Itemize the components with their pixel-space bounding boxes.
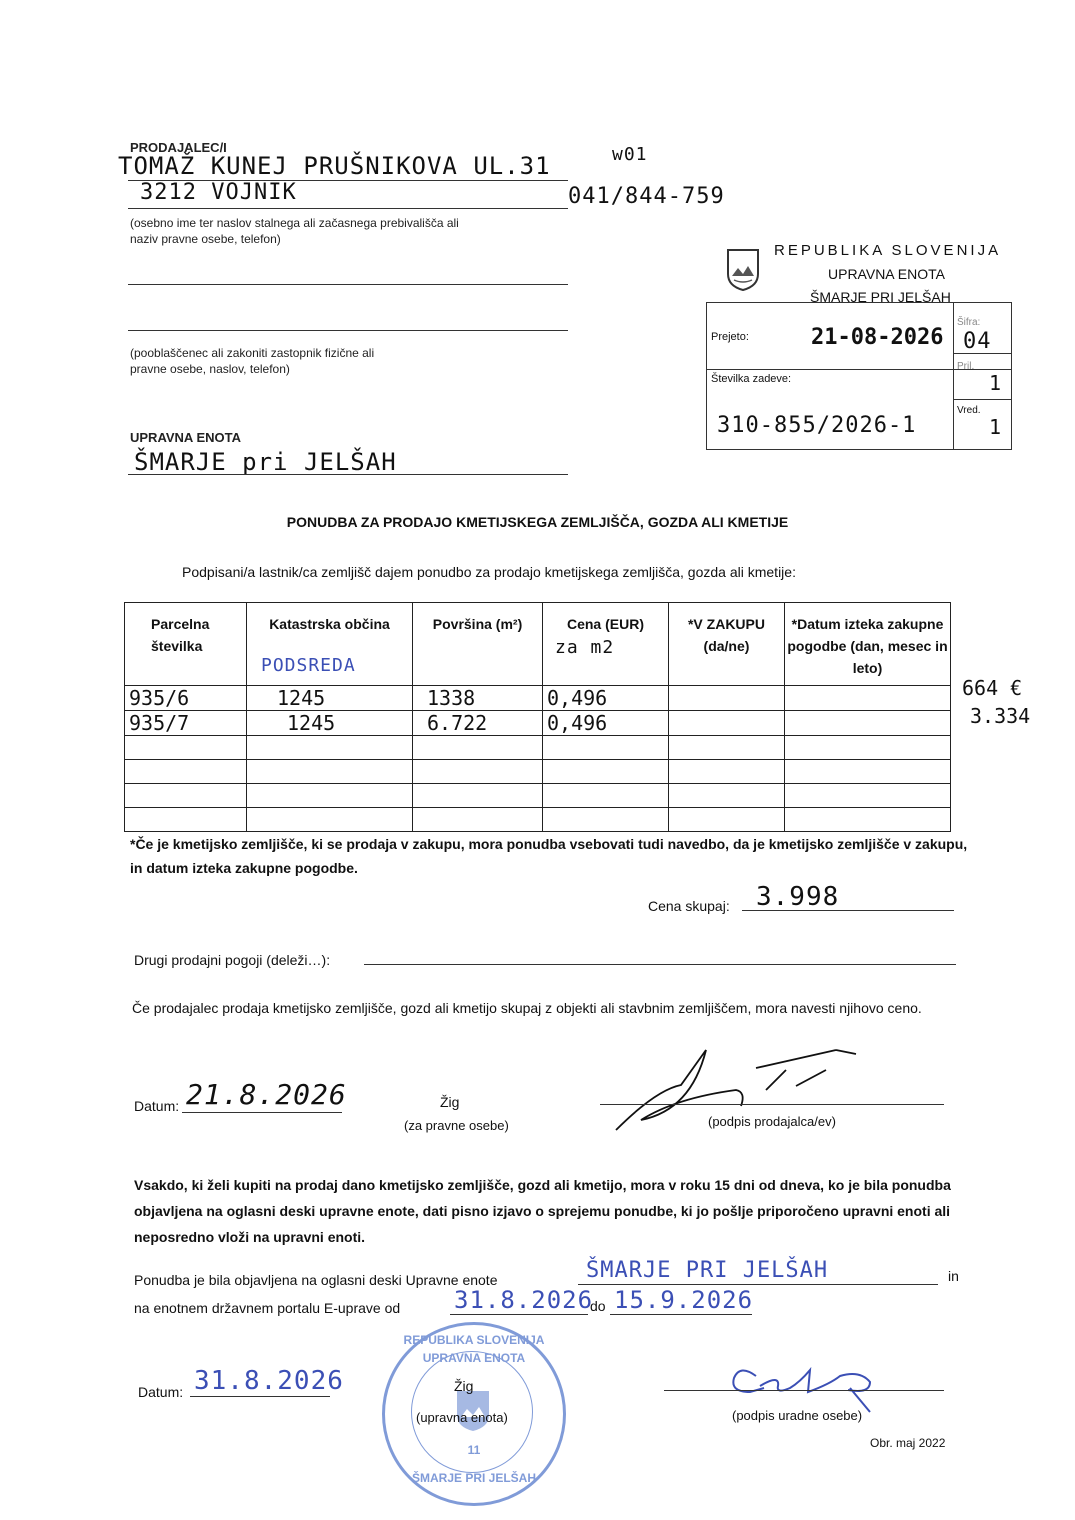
vred-label: Vred. — [957, 405, 981, 416]
vred-value: 1 — [989, 415, 1003, 439]
margin-note-1: 664 € — [962, 676, 1023, 700]
office-stamp-label: Žig — [454, 1378, 474, 1394]
publication-suffix: in — [948, 1268, 959, 1284]
round-stamp-number: 11 — [467, 1443, 481, 1457]
seller-caption-1: (osebno ime ter naslov stalnega ali začasnega prebivališča ali — [130, 216, 459, 230]
table-row — [125, 760, 951, 784]
col-header-price: Cena (EUR) za m2 — [543, 603, 669, 686]
office-signature-caption: (podpis uradne osebe) — [732, 1408, 863, 1423]
representative-caption-1: (pooblaščenec ali zakoniti zastopnik fizične ali — [130, 346, 375, 360]
parcel-table — [124, 602, 951, 832]
seller-name-handwritten: TOMAŽ KUNEJ PRUŠNIKOVA UL.31 — [118, 152, 551, 180]
seller-stamp-label: Žig — [440, 1094, 460, 1110]
coat-of-arms-icon — [726, 248, 760, 297]
table-row — [125, 736, 951, 760]
representative-caption-2: pravne osebe, naslov, telefon) — [130, 362, 290, 376]
publication-prefix: Ponudba je bila objavljena na oglasni deski Upravne enote — [134, 1272, 498, 1288]
office-date-handwritten: 31.8.2026 — [194, 1366, 344, 1396]
seller-signature-caption: (podpis prodajalca/ev) — [708, 1114, 836, 1129]
receipt-stamp-line3: ŠMARJE PRI JELŠAH — [810, 289, 951, 305]
seller-date-handwritten: 21.8.2026 — [186, 1078, 347, 1111]
other-terms-label: Drugi prodajni pogoji (deleži…): — [134, 952, 331, 968]
seller-city-handwritten: 3212 VOJNIK — [140, 180, 297, 205]
received-date: 21-08-2026 — [811, 325, 944, 350]
objects-note: Če prodajalec prodaja kmetijsko zemljišče, gozd ali kmetijo skupaj z objekti ali stavbnim zemljiščem, mora navesti njihovo ceno. — [132, 1000, 922, 1016]
portal-to-label: do — [590, 1298, 606, 1314]
receipt-stamp-line1: REPUBLIKA SLOVENIJA — [774, 242, 1002, 259]
pril-label: Pril. — [957, 361, 975, 372]
seller-note-handwritten: w01 — [612, 144, 648, 165]
table-row: 935/6 1245 1338 0,496 — [125, 686, 951, 711]
form-version: Obr. maj 2022 — [870, 1436, 946, 1450]
portal-to-handwritten: 15.9.2026 — [614, 1286, 754, 1314]
total-label: Cena skupaj: — [648, 898, 730, 914]
unit-handwritten: ŠMARJE pri JELŠAH — [134, 448, 397, 476]
form-title: PONUDBA ZA PRODAJO KMETIJSKEGA ZEMLJIŠČA, GOZDA ALI KMETIJE — [286, 514, 789, 530]
receipt-stamp-line2: UPRAVNA ENOTA — [828, 266, 945, 282]
round-stamp-bottom: ŠMARJE PRI JELŠAH — [411, 1471, 537, 1485]
buyer-note: Vsakdo, ki želi kupiti na prodaj dano kmetijsko zemljišče, gozd ali kmetijo, mora v roku 15 dni od dneva, ko je bila ponudba objavljena na oglasni deski upravne enote, dati pisno izjavo o sprejemu ponudbe, ki jo pošlje priporočeno upravni enoti ali neposredno vloži na upravni enoti. — [134, 1177, 951, 1245]
col-header-parcel: Parcelna številka — [125, 603, 247, 686]
total-handwritten: 3.998 — [756, 882, 840, 912]
round-stamp-top: REPUBLIKA SLOVENIJA — [403, 1333, 545, 1347]
price-unit-handwritten: za m2 — [555, 637, 615, 658]
lease-note: *Če je kmetijsko zemljišče, ki se prodaja v zakupu, mora ponudba vsebovati tudi navedbo, da je kmetijsko zemljišče v zakupu, in datum izteka zakupne pogodbe. — [130, 836, 968, 876]
seller-phone-handwritten: 041/844-759 — [568, 184, 725, 209]
col-header-lease: *V ZAKUPU (da/ne) — [669, 603, 785, 686]
table-row — [125, 784, 951, 808]
publication-unit-handwritten: ŠMARJE PRI JELŠAH — [586, 1258, 829, 1283]
table-row — [125, 808, 951, 832]
round-stamp-mid: UPRAVNA ENOTA — [422, 1351, 526, 1365]
seller-caption-2: naziv pravne osebe, telefon) — [130, 232, 281, 246]
case-number-handwritten: 310-855/2026-1 — [717, 413, 917, 438]
case-number-label: Številka zadeve: — [711, 373, 792, 385]
col-header-cadastral: Katastrska občina PODSREDA — [247, 603, 413, 686]
col-header-lease-end: *Datum izteka zakupne pogodbe (dan, mesec in leto) — [785, 603, 951, 686]
seller-date-label: Datum: — [134, 1098, 180, 1114]
cadastral-note-handwritten: PODSREDA — [261, 655, 356, 676]
sifra-label: Šifra: — [957, 317, 981, 328]
office-stamp-caption: (upravna enota) — [416, 1410, 508, 1425]
margin-note-2: 3.334 — [970, 704, 1031, 728]
received-label: Prejeto: — [711, 331, 749, 343]
col-header-area: Površina (m²) — [413, 603, 543, 686]
table-row: 935/7 1245 6.722 0,496 — [125, 711, 951, 736]
unit-heading: UPRAVNA ENOTA — [130, 430, 241, 445]
pril-value: 1 — [989, 371, 1003, 395]
portal-from-handwritten: 31.8.2026 — [454, 1286, 594, 1314]
seller-heading: PRODAJALEC/I — [130, 140, 227, 155]
seller-stamp-caption: (za pravne osebe) — [404, 1118, 509, 1133]
portal-prefix: na enotnem državnem portalu E-uprave od — [134, 1300, 401, 1316]
office-date-label: Datum: — [138, 1384, 184, 1400]
receipt-stamp-box — [706, 302, 1012, 450]
intro-text: Podpisani/a lastnik/ca zemljišč dajem ponudbo za prodajo kmetijskega zemljišča, gozda ali kmetije: — [182, 564, 796, 580]
sifra-value: 04 — [963, 329, 992, 354]
